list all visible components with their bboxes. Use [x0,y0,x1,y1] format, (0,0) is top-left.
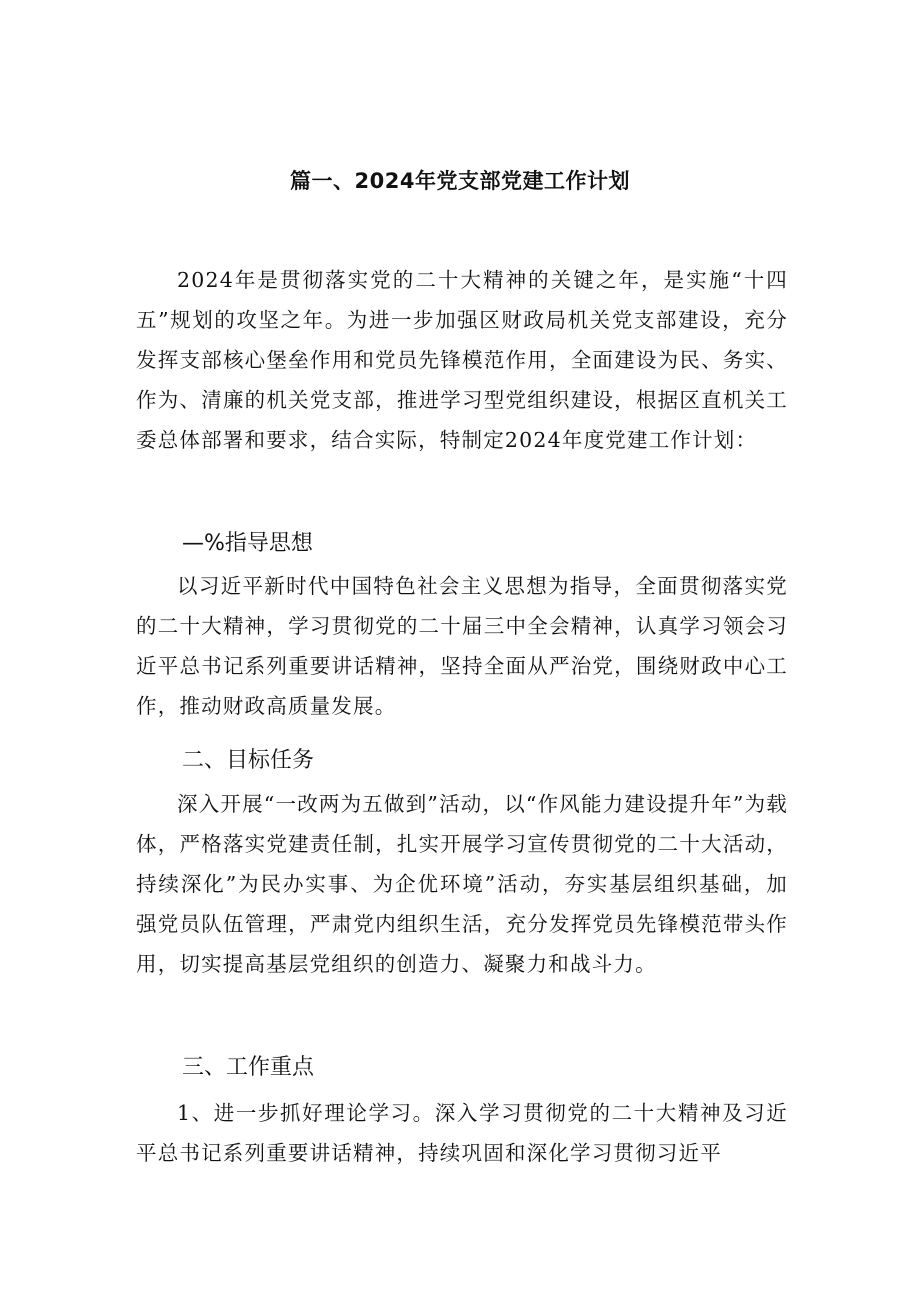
section-body-work-focus: 1、进一步抓好理论学习。深入学习贯彻党的二十大精神及习近平总书记系列重要讲话精神，持续巩固和深化学习贯彻习近平 [136,1101,788,1165]
intro-paragraph: 2024年是贯彻落实党的二十大精神的关键之年，是实施“十四五”规划的攻坚之年。为进一步加强区财政局机关党支部建设，充分发挥支部核心堡垒作用和党员先锋模范作用，全面建设为民、务实、作为、清廉的机关党支部，推进学习型党组织建设，根据区直机关工委总体部署和要求，结合实际，特制定2024年度党建工作计划： [136,268,788,452]
section-heading-guiding-ideology: —%指导思想 [182,531,313,556]
section-heading-work-focus: 三、工作重点 [182,1055,315,1080]
section-body-guiding-ideology: 以习近平新时代中国特色社会主义思想为指导，全面贯彻落实党的二十大精神，学习贯彻党的二十届三中全会精神，认真学习领会习近平总书记系列重要讲话精神，坚持全面从严治党，围绕财政中心工作，推动财政高质量发展。 [136,574,788,718]
section-body-goals-tasks: 深入开展“一改两为五做到”活动，以“作风能力建设提升年”为载体，严格落实党建责任制，扎实开展学习宣传贯彻党的二十大活动，持续深化”为民办实事、为企优环境”活动，夯实基层组织基础，加强党员队伍管理，严肃党内组织生活，充分发挥党员先锋模范带头作用，切实提高基层党组织的创造力、凝聚力和战斗力。 [136,792,788,976]
section-heading-goals-tasks: 二、目标任务 [182,748,315,773]
document-title: 篇一、2024年党支部党建工作计划 [290,169,630,193]
